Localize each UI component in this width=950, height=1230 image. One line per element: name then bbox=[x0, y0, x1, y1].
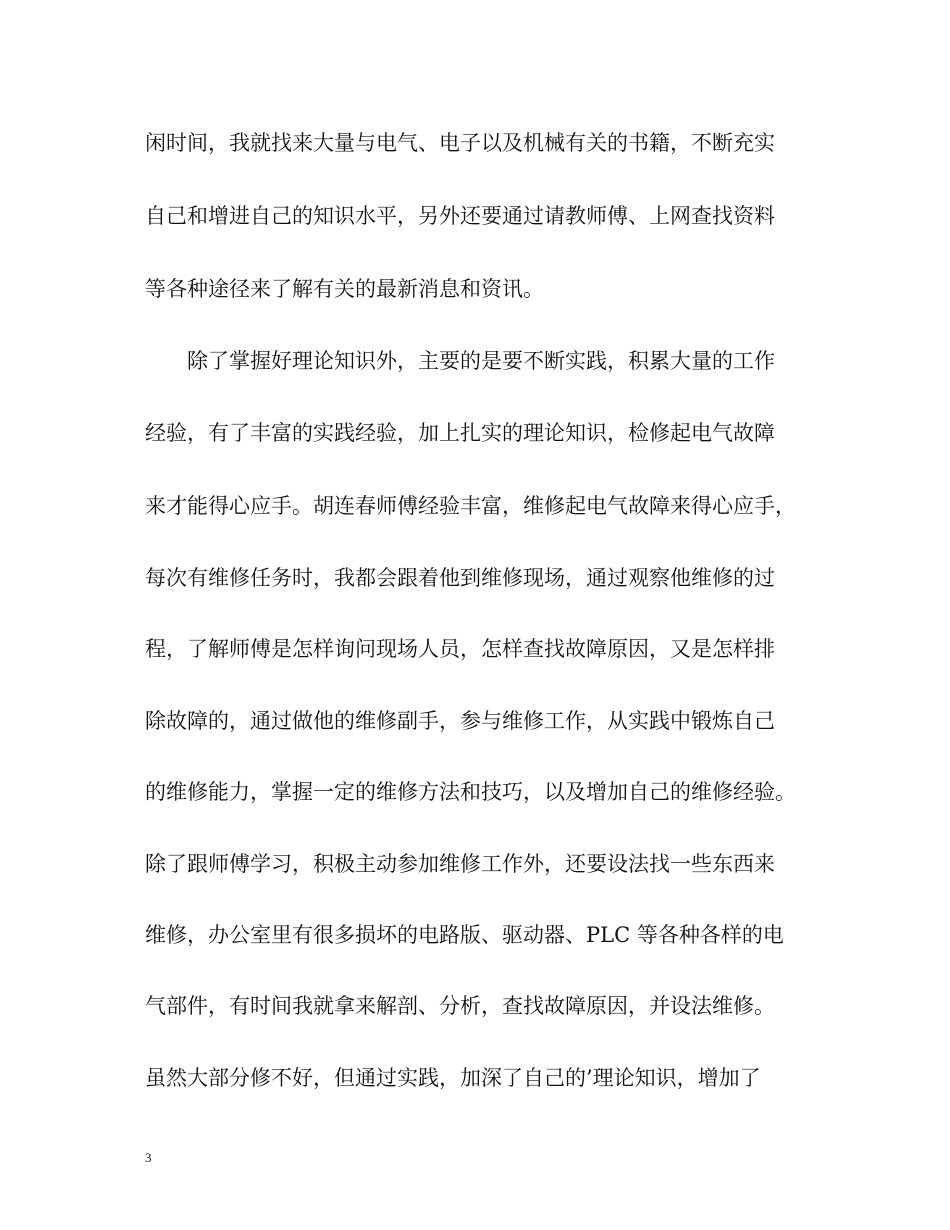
text-line: 闲时间，我就找来大量与电气、电子以及机械有关的书籍，不断充实 bbox=[145, 131, 775, 155]
text-line: 自己和增进自己的知识水平，另外还要通过请教师傅、上网查找资料 bbox=[145, 204, 775, 228]
page-number: 3 bbox=[145, 1150, 152, 1165]
text-line: 等各种途径来了解有关的最新消息和资讯。 bbox=[145, 277, 544, 301]
text-line: 虽然大部分修不好，但通过实践，加深了自己的’理论知识，增加了 bbox=[145, 1066, 761, 1090]
text-line: 的维修能力，掌握一定的维修方法和技巧，以及增加自己的维修经验。 bbox=[145, 780, 796, 804]
text-line: 经验，有了丰富的实践经验，加上扎实的理论知识，检修起电气故障 bbox=[145, 421, 775, 445]
text-line: 除故障的，通过做他的维修副手，参与维修工作，从实践中锻炼自己 bbox=[145, 709, 775, 733]
text-line: 除了跟师傅学习，积极主动参加维修工作外，还要设法找一些东西来 bbox=[145, 852, 775, 876]
paragraph-first-line: 除了掌握好理论知识外，主要的是要不断实践，积累大量的工作 bbox=[187, 349, 775, 373]
text-line: 来才能得心应手。胡连春师傅经验丰富，维修起电气故障来得心应手， bbox=[145, 494, 796, 518]
text-line: 每次有维修任务时，我都会跟着他到维修现场，通过观察他维修的过 bbox=[145, 566, 775, 590]
text-line: 程，了解师傅是怎样询问现场人员，怎样查找故障原因，又是怎样排 bbox=[145, 637, 775, 661]
text-line: 气部件，有时间我就拿来解剖、分析，查找故障原因，并设法维修。 bbox=[145, 994, 775, 1018]
text-line: 维修，办公室里有很多损坏的电路版、驱动器、PLC 等各种各样的电 bbox=[145, 923, 784, 947]
